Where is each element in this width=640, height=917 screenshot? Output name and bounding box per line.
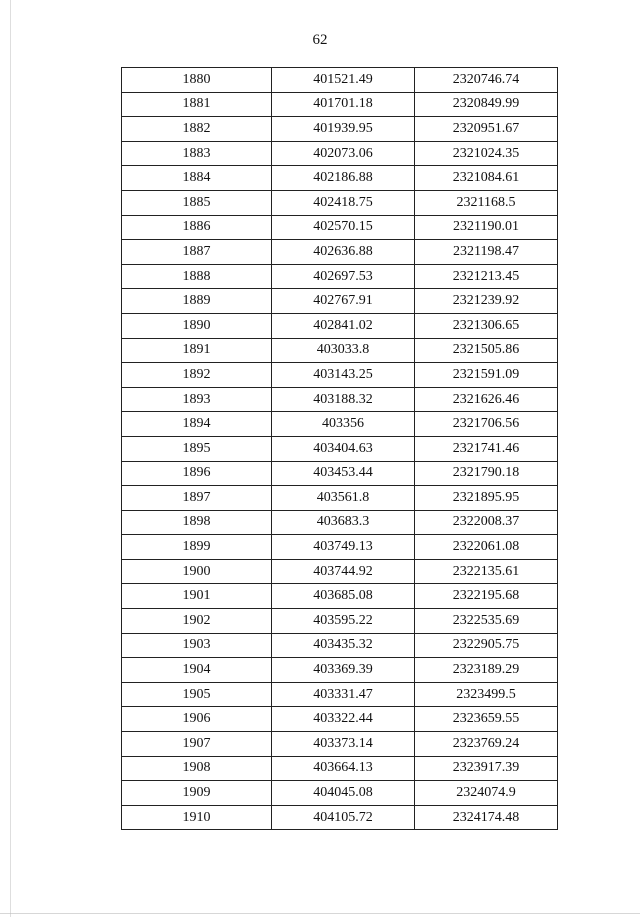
point-number-cell: 1898 bbox=[122, 510, 272, 535]
table-row bbox=[122, 412, 558, 437]
table-row bbox=[122, 166, 558, 191]
x-coordinate-cell: 402697.53 bbox=[272, 264, 415, 289]
point-number-cell: 1900 bbox=[122, 559, 272, 584]
table-row bbox=[122, 658, 558, 683]
coordinates-table bbox=[121, 67, 558, 830]
y-coordinate-cell: 2321895.95 bbox=[415, 486, 558, 511]
x-coordinate-cell: 403453.44 bbox=[272, 461, 415, 486]
point-number-cell: 1892 bbox=[122, 363, 272, 388]
point-number-cell: 1901 bbox=[122, 584, 272, 609]
y-coordinate-cell: 2321591.09 bbox=[415, 363, 558, 388]
y-coordinate-cell: 2321213.45 bbox=[415, 264, 558, 289]
table-row bbox=[122, 584, 558, 609]
point-number-cell: 1886 bbox=[122, 215, 272, 240]
page-number: 62 bbox=[312, 32, 328, 48]
table-row bbox=[122, 68, 558, 93]
y-coordinate-cell: 2321706.56 bbox=[415, 412, 558, 437]
table-row bbox=[122, 141, 558, 166]
y-coordinate-cell: 2321084.61 bbox=[415, 166, 558, 191]
table-row bbox=[122, 609, 558, 634]
point-number-cell: 1899 bbox=[122, 535, 272, 560]
y-coordinate-cell: 2323659.55 bbox=[415, 707, 558, 732]
table-row bbox=[122, 215, 558, 240]
table-row bbox=[122, 264, 558, 289]
y-coordinate-cell: 2321626.46 bbox=[415, 387, 558, 412]
x-coordinate-cell: 401521.49 bbox=[272, 68, 415, 93]
x-coordinate-cell: 402418.75 bbox=[272, 190, 415, 215]
y-coordinate-cell: 2322195.68 bbox=[415, 584, 558, 609]
table-row bbox=[122, 707, 558, 732]
y-coordinate-cell: 2320746.74 bbox=[415, 68, 558, 93]
x-coordinate-cell: 403188.32 bbox=[272, 387, 415, 412]
x-coordinate-cell: 401701.18 bbox=[272, 92, 415, 117]
table-row bbox=[122, 805, 558, 830]
point-number-cell: 1882 bbox=[122, 117, 272, 142]
x-coordinate-cell: 403404.63 bbox=[272, 436, 415, 461]
table-row bbox=[122, 289, 558, 314]
y-coordinate-cell: 2321024.35 bbox=[415, 141, 558, 166]
table-row bbox=[122, 363, 558, 388]
point-number-cell: 1903 bbox=[122, 633, 272, 658]
table-row bbox=[122, 338, 558, 363]
table-row bbox=[122, 633, 558, 658]
y-coordinate-cell: 2321168.5 bbox=[415, 190, 558, 215]
y-coordinate-cell: 2321190.01 bbox=[415, 215, 558, 240]
point-number-cell: 1890 bbox=[122, 313, 272, 338]
x-coordinate-cell: 403143.25 bbox=[272, 363, 415, 388]
table-row bbox=[122, 732, 558, 757]
y-coordinate-cell: 2322008.37 bbox=[415, 510, 558, 535]
table-row bbox=[122, 387, 558, 412]
x-coordinate-cell: 404105.72 bbox=[272, 805, 415, 830]
point-number-cell: 1906 bbox=[122, 707, 272, 732]
y-coordinate-cell: 2322061.08 bbox=[415, 535, 558, 560]
table-row bbox=[122, 756, 558, 781]
y-coordinate-cell: 2324074.9 bbox=[415, 781, 558, 806]
table-body bbox=[122, 68, 558, 830]
x-coordinate-cell: 402186.88 bbox=[272, 166, 415, 191]
x-coordinate-cell: 403356 bbox=[272, 412, 415, 437]
table-row bbox=[122, 313, 558, 338]
point-number-cell: 1887 bbox=[122, 240, 272, 265]
x-coordinate-cell: 403033.8 bbox=[272, 338, 415, 363]
x-coordinate-cell: 403749.13 bbox=[272, 535, 415, 560]
point-number-cell: 1909 bbox=[122, 781, 272, 806]
x-coordinate-cell: 404045.08 bbox=[272, 781, 415, 806]
y-coordinate-cell: 2321198.47 bbox=[415, 240, 558, 265]
point-number-cell: 1902 bbox=[122, 609, 272, 634]
point-number-cell: 1905 bbox=[122, 682, 272, 707]
y-coordinate-cell: 2321790.18 bbox=[415, 461, 558, 486]
table-row bbox=[122, 510, 558, 535]
x-coordinate-cell: 403664.13 bbox=[272, 756, 415, 781]
x-coordinate-cell: 403435.32 bbox=[272, 633, 415, 658]
table-row bbox=[122, 240, 558, 265]
table-row bbox=[122, 190, 558, 215]
table-row bbox=[122, 461, 558, 486]
y-coordinate-cell: 2323917.39 bbox=[415, 756, 558, 781]
x-coordinate-cell: 403683.3 bbox=[272, 510, 415, 535]
point-number-cell: 1885 bbox=[122, 190, 272, 215]
y-coordinate-cell: 2320849.99 bbox=[415, 92, 558, 117]
scan-artifact bbox=[0, 913, 640, 914]
x-coordinate-cell: 402767.91 bbox=[272, 289, 415, 314]
point-number-cell: 1896 bbox=[122, 461, 272, 486]
point-number-cell: 1910 bbox=[122, 805, 272, 830]
x-coordinate-cell: 402073.06 bbox=[272, 141, 415, 166]
y-coordinate-cell: 2321239.92 bbox=[415, 289, 558, 314]
y-coordinate-cell: 2324174.48 bbox=[415, 805, 558, 830]
point-number-cell: 1897 bbox=[122, 486, 272, 511]
table-row bbox=[122, 535, 558, 560]
y-coordinate-cell: 2321741.46 bbox=[415, 436, 558, 461]
point-number-cell: 1907 bbox=[122, 732, 272, 757]
point-number-cell: 1895 bbox=[122, 436, 272, 461]
point-number-cell: 1888 bbox=[122, 264, 272, 289]
y-coordinate-cell: 2323189.29 bbox=[415, 658, 558, 683]
x-coordinate-cell: 403744.92 bbox=[272, 559, 415, 584]
point-number-cell: 1894 bbox=[122, 412, 272, 437]
y-coordinate-cell: 2321306.65 bbox=[415, 313, 558, 338]
x-coordinate-cell: 403373.14 bbox=[272, 732, 415, 757]
x-coordinate-cell: 403369.39 bbox=[272, 658, 415, 683]
table-row bbox=[122, 559, 558, 584]
y-coordinate-cell: 2322535.69 bbox=[415, 609, 558, 634]
table-row bbox=[122, 682, 558, 707]
point-number-cell: 1904 bbox=[122, 658, 272, 683]
point-number-cell: 1880 bbox=[122, 68, 272, 93]
table-row bbox=[122, 92, 558, 117]
point-number-cell: 1884 bbox=[122, 166, 272, 191]
point-number-cell: 1908 bbox=[122, 756, 272, 781]
point-number-cell: 1893 bbox=[122, 387, 272, 412]
point-number-cell: 1891 bbox=[122, 338, 272, 363]
x-coordinate-cell: 401939.95 bbox=[272, 117, 415, 142]
x-coordinate-cell: 403595.22 bbox=[272, 609, 415, 634]
y-coordinate-cell: 2322135.61 bbox=[415, 559, 558, 584]
x-coordinate-cell: 402570.15 bbox=[272, 215, 415, 240]
y-coordinate-cell: 2321505.86 bbox=[415, 338, 558, 363]
x-coordinate-cell: 403561.8 bbox=[272, 486, 415, 511]
x-coordinate-cell: 402841.02 bbox=[272, 313, 415, 338]
scan-artifact bbox=[10, 0, 11, 917]
point-number-cell: 1883 bbox=[122, 141, 272, 166]
y-coordinate-cell: 2323769.24 bbox=[415, 732, 558, 757]
x-coordinate-cell: 402636.88 bbox=[272, 240, 415, 265]
x-coordinate-cell: 403331.47 bbox=[272, 682, 415, 707]
table-row bbox=[122, 486, 558, 511]
point-number-cell: 1881 bbox=[122, 92, 272, 117]
x-coordinate-cell: 403322.44 bbox=[272, 707, 415, 732]
y-coordinate-cell: 2323499.5 bbox=[415, 682, 558, 707]
table-row bbox=[122, 117, 558, 142]
table-row bbox=[122, 781, 558, 806]
table-row bbox=[122, 436, 558, 461]
point-number-cell: 1889 bbox=[122, 289, 272, 314]
y-coordinate-cell: 2320951.67 bbox=[415, 117, 558, 142]
x-coordinate-cell: 403685.08 bbox=[272, 584, 415, 609]
y-coordinate-cell: 2322905.75 bbox=[415, 633, 558, 658]
